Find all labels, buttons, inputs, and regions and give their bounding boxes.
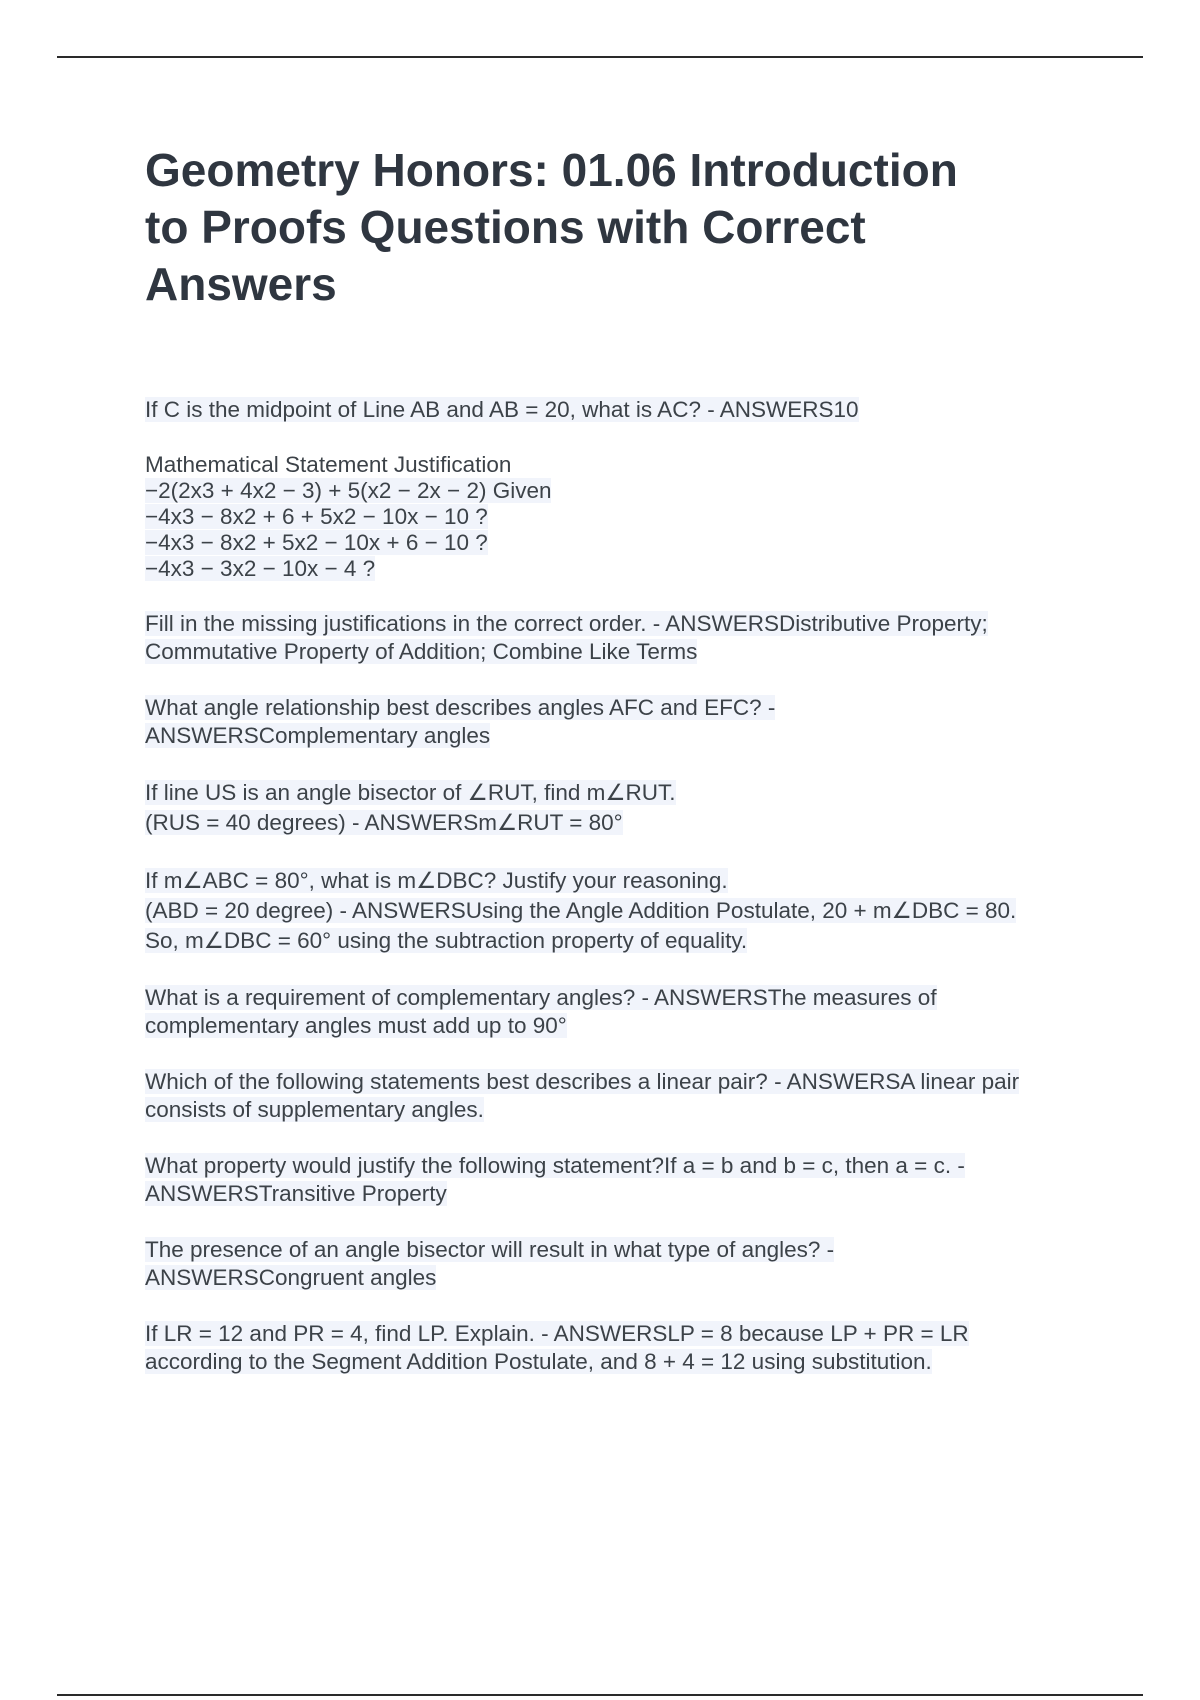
qa-item [145, 1320, 1095, 1376]
document-title [145, 142, 1045, 313]
qa-line: (RUS = 40 degrees) - ANSWERSm∠RUT = 80° [145, 810, 623, 835]
statement-line: −2(2x3 + 4x2 − 3) + 5(x2 − 2x − 2) Given [145, 478, 552, 503]
title-line: Geometry Honors: 01.06 Introduction [145, 144, 958, 196]
qa-item [145, 866, 1095, 956]
qa-item [145, 778, 1095, 838]
statement-line: −4x3 − 3x2 − 10x − 4 ? [145, 556, 376, 581]
qa-line: Commutative Property of Addition; Combine Like Terms [145, 639, 698, 664]
statement-table [145, 452, 1095, 582]
title-line: Answers [145, 258, 337, 310]
qa-item [145, 1068, 1095, 1124]
qa-line: consists of supplementary angles. [145, 1097, 484, 1122]
qa-line: Fill in the missing justifications in the correct order. - ANSWERSDistributive Property; [145, 611, 988, 636]
qa-item [145, 610, 1095, 666]
qa-item [145, 1152, 1095, 1208]
qa-item [145, 984, 1095, 1040]
qa-line: The presence of an angle bisector will result in what type of angles? - [145, 1237, 835, 1262]
qa-item [145, 396, 1095, 424]
statement-line: −4x3 − 8x2 + 5x2 − 10x + 6 − 10 ? [145, 530, 488, 555]
qa-line: So, m∠DBC = 60° using the subtraction property of equality. [145, 928, 748, 953]
qa-line: ANSWERSCongruent angles [145, 1265, 437, 1290]
qa-line: (ABD = 20 degree) - ANSWERSUsing the Angle Addition Postulate, 20 + m∠DBC = 80. [145, 898, 1017, 923]
question-list [145, 396, 1095, 1376]
qa-line: according to the Segment Addition Postulate, and 8 + 4 = 12 using substitution. [145, 1349, 932, 1374]
qa-line: What angle relationship best describes angles AFC and EFC? - [145, 695, 776, 720]
qa-item [145, 1236, 1095, 1292]
title-line: to Proofs Questions with Correct [145, 201, 866, 253]
qa-line: ANSWERSComplementary angles [145, 723, 491, 748]
qa-line: ANSWERSTransitive Property [145, 1181, 447, 1206]
qa-line: If m∠ABC = 80°, what is m∠DBC? Justify your reasoning. [145, 868, 728, 893]
qa-line: complementary angles must add up to 90° [145, 1013, 567, 1038]
qa-line: If C is the midpoint of Line AB and AB = 20, what is AC? - ANSWERS10 [145, 397, 859, 422]
bottom-rule [57, 1694, 1143, 1696]
statement-line: Mathematical Statement Justification [145, 452, 512, 477]
qa-line: What property would justify the following statement?If a = b and b = c, then a = c. - [145, 1153, 965, 1178]
qa-line: If LR = 12 and PR = 4, find LP. Explain. - ANSWERSLP = 8 because LP + PR = LR [145, 1321, 969, 1346]
qa-line: What is a requirement of complementary angles? - ANSWERSThe measures of [145, 985, 937, 1010]
qa-line: Which of the following statements best describes a linear pair? - ANSWERSA linear pair [145, 1069, 1020, 1094]
qa-item [145, 694, 1095, 750]
qa-line: If line US is an angle bisector of ∠RUT, find m∠RUT. [145, 780, 676, 805]
statement-line: −4x3 − 8x2 + 6 + 5x2 − 10x − 10 ? [145, 504, 488, 529]
top-rule [57, 56, 1143, 58]
